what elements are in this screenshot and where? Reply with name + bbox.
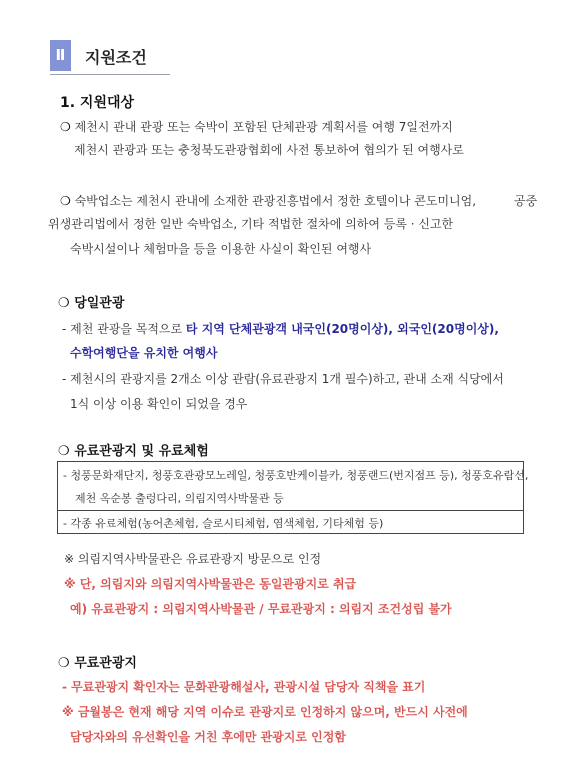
paid-note1: ※ 의림지역사박물관은 유료관광지 방문으로 인정 [64, 552, 322, 566]
section-underline [50, 74, 170, 75]
target-item2-text1: 숙박업소는 제천시 관내에 소재한 관광진흥법에서 정한 호텔이나 콘도미니엄, [74, 194, 477, 208]
bullet-mark: ❍ [58, 444, 70, 459]
bullet-mark: ❍ [58, 296, 70, 311]
target-item2-line3: 숙박시설이나 체험마을 등을 이용한 사실이 확인된 여행사 [70, 242, 372, 256]
paid-note3: 예) 유료관광지 : 의림지역사박물관 / 무료관광지 : 의림지 조건성립 불가 [70, 602, 452, 616]
day-trip-line4: 1식 이상 이용 확인이 되었을 경우 [70, 397, 248, 411]
paid-heading [58, 440, 209, 459]
bullet-mark: ❍ [60, 194, 71, 208]
bullet-mark: ❍ [58, 656, 70, 671]
day-trip-line2: 수학여행단을 유치한 여행사 [70, 346, 218, 360]
paid-box-line1: - 청풍문화재단지, 청풍호관광모노레일, 청풍호반케이블카, 청풍랜드(번지점프 등), 청풍호유람선, [63, 469, 529, 482]
section-number-badge: Ⅱ [50, 40, 71, 71]
day-trip-line1-prefix: - 제천 관광을 목적으로 [62, 322, 186, 336]
section-title: 지원조건 [85, 48, 147, 67]
paid-box-divider [58, 510, 523, 511]
target-heading: 1. 지원대상 [60, 95, 135, 111]
free-line3: 담당자와의 유선확인을 거친 후에만 관광지로 인정함 [70, 730, 346, 744]
target-item1-line2: 제천시 관광과 또는 충청북도관광협회에 사전 통보하여 협의가 된 여행사로 [74, 143, 464, 157]
paid-note2: ※ 단, 의림지와 의림지역사박물관은 동일관광지로 취급 [64, 577, 357, 591]
free-line2: ※ 금월봉은 현재 해당 지역 이슈로 관광지로 인정하지 않으며, 반드시 사전에 [62, 705, 468, 719]
paid-heading-text: 유료관광지 및 유료체험 [74, 444, 209, 459]
free-line1: - 무료관광지 확인자는 문화관광해설사, 관광시설 담당자 직책을 표기 [62, 680, 426, 694]
free-heading-text: 무료관광지 [74, 656, 137, 671]
paid-box-line2: 제천 옥순봉 출렁다리, 의림지역사박물관 등 [75, 492, 284, 505]
free-heading [58, 652, 137, 671]
target-item1-text1: 제천시 관내 관광 또는 숙박이 포함된 단체관광 계획서를 여행 7일전까지 [74, 120, 453, 134]
target-item2-line2: 위생관리법에서 정한 일반 숙박업소, 기타 적법한 절차에 의하여 등록 · 신고한 [48, 217, 454, 231]
bullet-mark: ❍ [60, 120, 71, 134]
target-item1-line1 [60, 118, 453, 135]
day-trip-line1-emphasis: 타 지역 단체관광객 내국인(20명이상), 외국인(20명이상), [185, 322, 499, 336]
day-trip-heading [58, 292, 124, 311]
target-item2-line1-tail: 공중 [514, 194, 538, 208]
day-trip-heading-text: 당일관광 [74, 296, 125, 311]
day-trip-line3: - 제천시의 관광지를 2개소 이상 관람(유료관광지 1개 필수)하고, 관내 소재 식당에서 [62, 372, 504, 386]
paid-list-box [57, 461, 529, 534]
paid-box-line3: - 각종 유료체험(농어촌체험, 슬로시티체험, 염색체험, 기타체험 등) [63, 517, 384, 530]
day-trip-line1 [62, 320, 499, 337]
target-item2-line1 [60, 192, 476, 209]
